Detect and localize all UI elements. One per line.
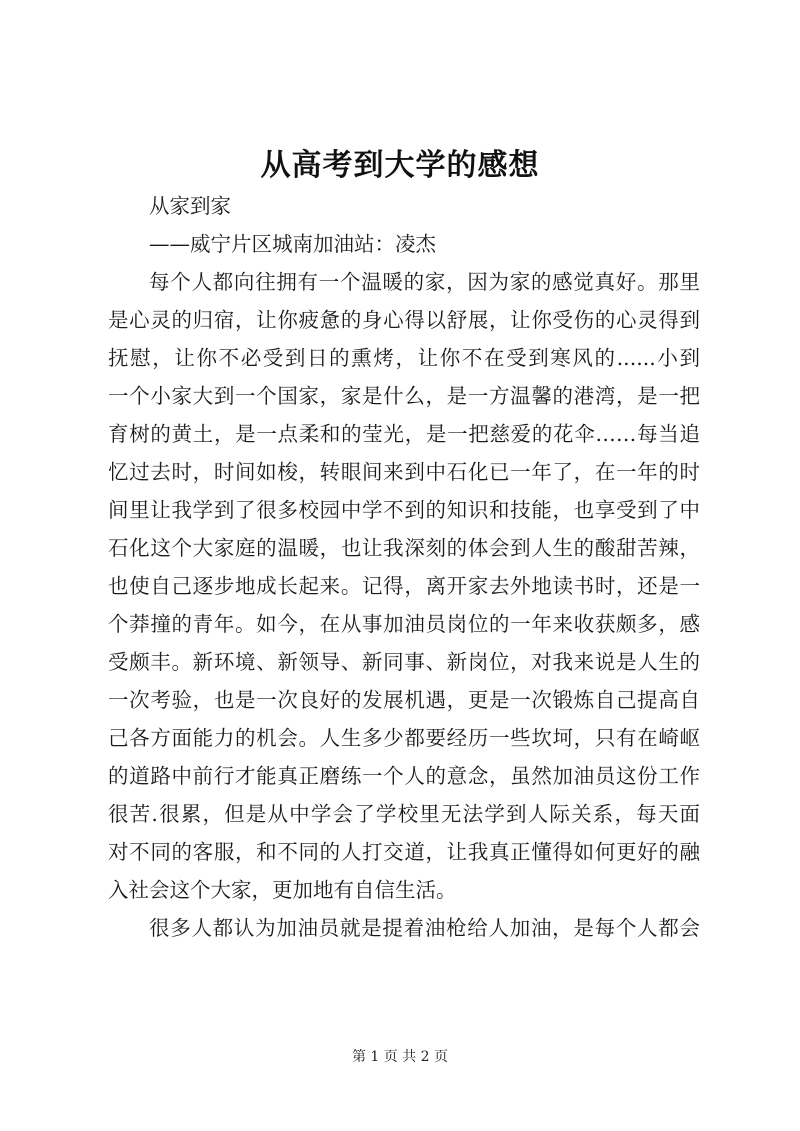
paragraph-line: 己各方面能力的机会。人生多少都要经历一些坎坷，只有在崎岖: [108, 726, 700, 750]
paragraph-line: 也使自己逐步地成长起来。记得，离开家去外地读书时，还是一: [108, 574, 700, 598]
paragraph-line: 每个人都向往拥有一个温暖的家，因为家的感觉真好。那里: [149, 270, 700, 294]
paragraph-line: 很多人都认为加油员就是提着油枪给人加油，是每个人都会: [149, 916, 700, 940]
paragraph-line: 忆过去时，时间如梭，转眼间来到中石化已一年了，在一年的时: [108, 460, 700, 484]
paragraph-line: 入社会这个大家，更加地有自信生活。: [108, 878, 457, 902]
byline: ——威宁片区城南加油站：凌杰: [149, 232, 436, 256]
paragraph-line: 受颇丰。新环境、新领导、新同事、新岗位，对我来说是人生的: [108, 650, 700, 674]
document-body: [108, 187, 700, 947]
paragraph-line: 育树的黄土，是一点柔和的莹光，是一把慈爱的花伞……每当追: [108, 422, 700, 446]
paragraph-line: 抚慰，让你不必受到日的熏烤，让你不在受到寒风的......小到: [108, 346, 700, 370]
paragraph-line: 个莽撞的青年。如今，在从事加油员岗位的一年来收获颇多，感: [108, 612, 700, 636]
paragraph-line: 是心灵的归宿，让你疲惫的身心得以舒展，让你受伤的心灵得到: [108, 308, 700, 332]
paragraph-line: 一个小家大到一个国家，家是什么，是一方温馨的港湾，是一把: [108, 384, 700, 408]
paragraph-line: 间里让我学到了很多校园中学不到的知识和技能，也享受到了中: [108, 498, 700, 522]
paragraph-line: 石化这个大家庭的温暖，也让我深刻的体会到人生的酸甜苦辣，: [108, 536, 700, 560]
paragraph-line: 很苦.很累，但是从中学会了学校里无法学到人际关系，每天面: [108, 802, 700, 826]
paragraph-line: 一次考验，也是一次良好的发展机遇，更是一次锻炼自己提高自: [108, 688, 700, 712]
paragraph-line: 的道路中前行才能真正磨练一个人的意念，虽然加油员这份工作: [108, 764, 700, 788]
paragraph-line: 对不同的客服，和不同的人打交道，让我真正懂得如何更好的融: [108, 840, 700, 864]
subtitle: 从家到家: [149, 194, 231, 218]
document-title: 从高考到大学的感想: [260, 148, 540, 183]
page-number-footer: 第 1 页 共 2 页: [351, 1049, 449, 1065]
